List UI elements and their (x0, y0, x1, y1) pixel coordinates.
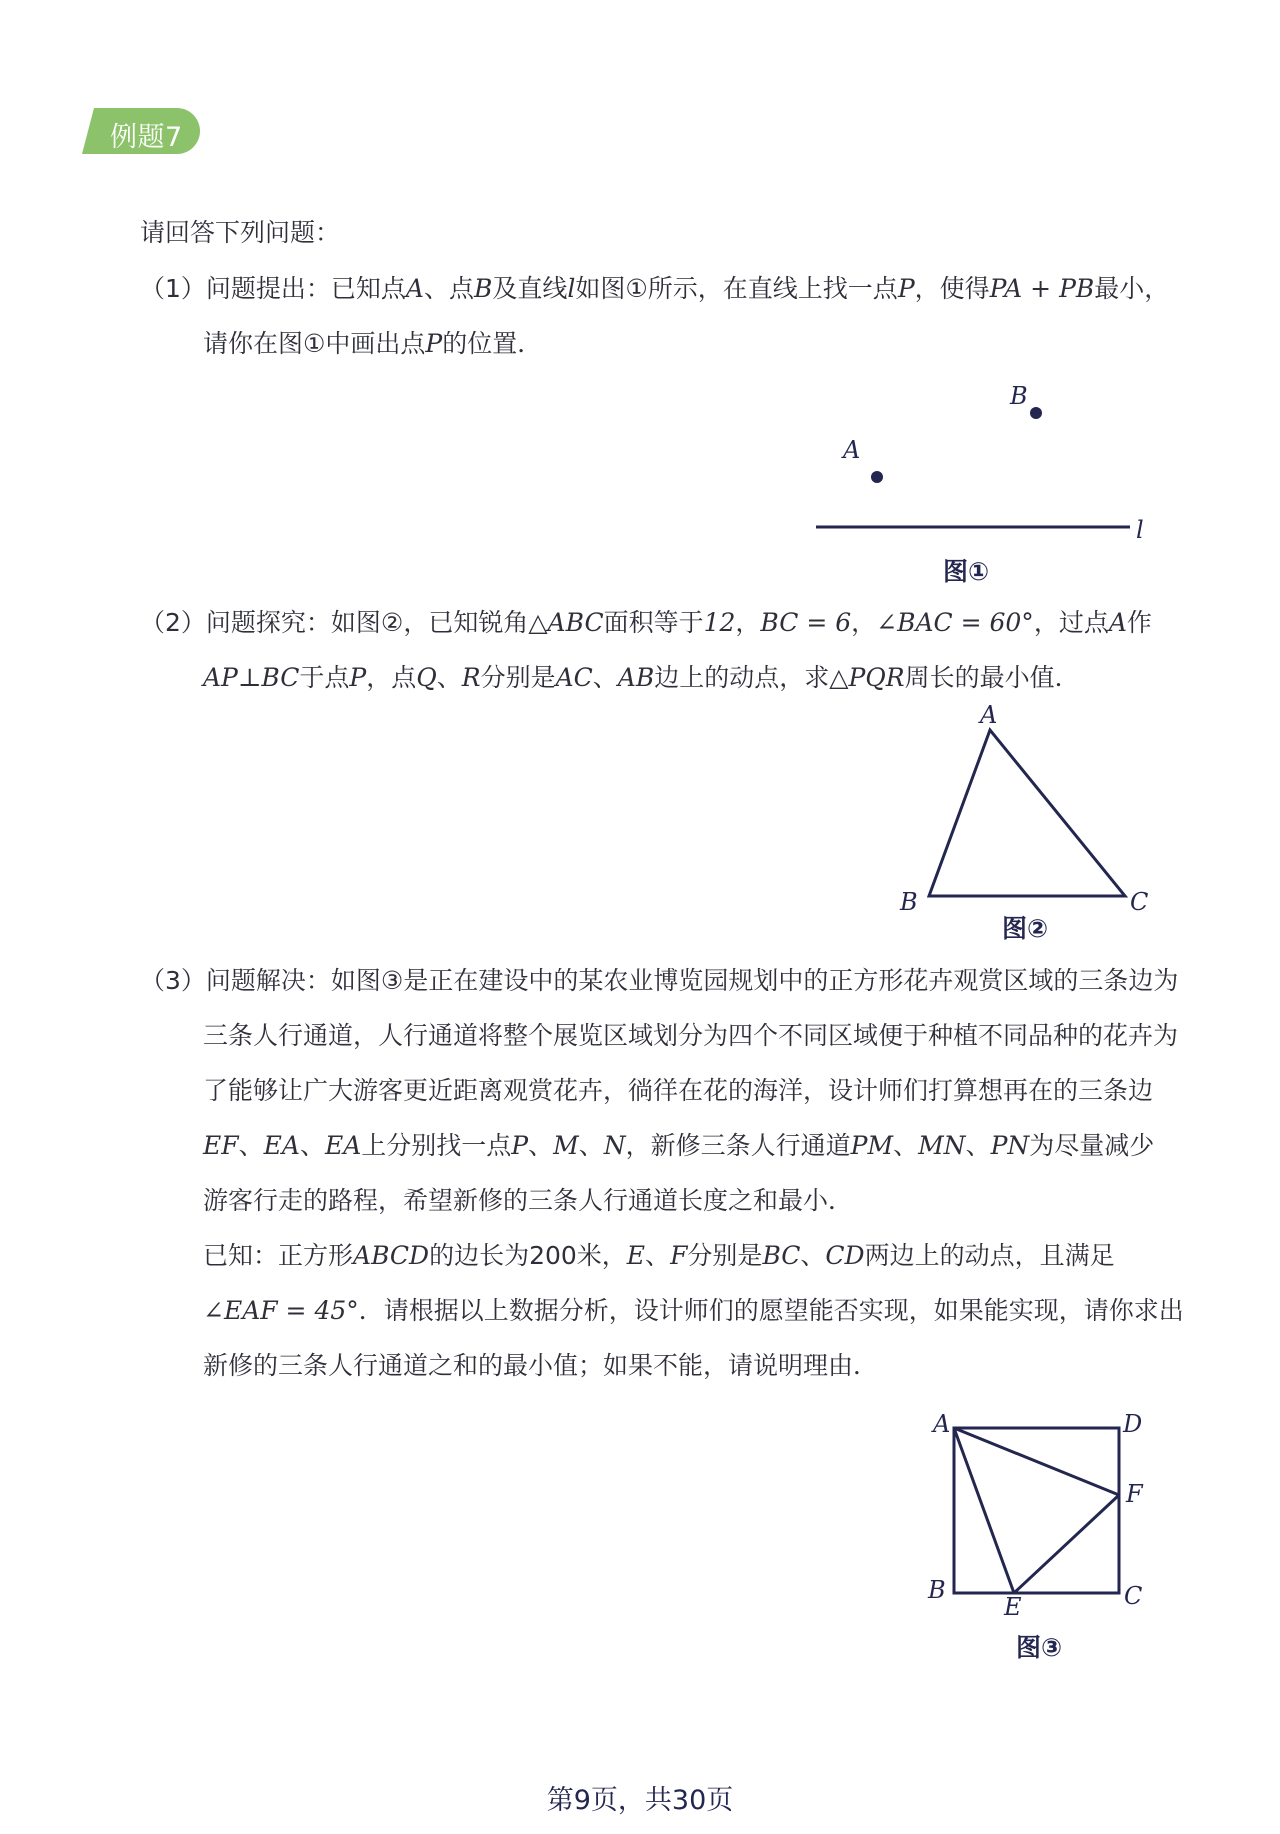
page-number: 第9页，共30页 (546, 1785, 734, 1816)
figure-1-caption: 图① (943, 557, 990, 586)
label-D: D (1123, 1410, 1143, 1438)
segment-af (954, 1428, 1119, 1495)
q3-line4: EF、EA、EA上分别找一点P、M、N，新修三条人行通道PM、MN、PN为尽量减少 (203, 1131, 1155, 1160)
point-B (1030, 407, 1042, 419)
label-A: A (843, 436, 861, 464)
q2-line1: （2）问题探究：如图②，已知锐角△ABC面积等于12，BC = 6，∠BAC = 60°，过点A作 (140, 608, 1152, 637)
label-A: A (933, 1410, 951, 1438)
q2-line2: AP⊥BC于点P，点Q、R分别是AC、AB边上的动点，求△PQR周长的最小值． (203, 663, 1080, 692)
example-badge (82, 108, 200, 154)
figure-2-caption: 图② (1002, 914, 1049, 943)
q3-line8: 新修的三条人行通道之和的最小值；如果不能，请说明理由． (203, 1351, 879, 1380)
label-A: A (980, 701, 998, 729)
q3-line2: 三条人行通道，人行通道将整个展览区域划分为四个不同区域便于种植不同品种的花卉为 (203, 1021, 1179, 1050)
q3-line7: ∠EAF = 45°．请根据以上数据分析，设计师们的愿望能否实现，如果能实现，请你求出 (203, 1296, 1184, 1325)
intro-text: 请回答下列问题： (140, 218, 341, 247)
square-abcd (954, 1428, 1119, 1593)
figure-3-caption: 图③ (1016, 1633, 1063, 1662)
label-B: B (900, 888, 918, 916)
figure-1 (800, 380, 1180, 560)
figure-2 (880, 700, 1160, 930)
q3-line1: （3）问题解决：如图③是正在建设中的某农业博览园规划中的正方形花卉观赏区域的三条边为 (140, 966, 1179, 995)
segment-ef (1014, 1495, 1119, 1593)
point-A (871, 471, 883, 483)
label-B: B (928, 1576, 946, 1604)
triangle-abc (929, 730, 1125, 896)
segment-ae (954, 1428, 1014, 1593)
label-l: l (1136, 516, 1144, 544)
label-F: F (1126, 1480, 1143, 1508)
label-C: C (1124, 1582, 1143, 1610)
q1-line2: 请你在图①中画出点P的位置． (203, 329, 543, 358)
q3-line5: 游客行走的路程，希望新修的三条人行通道长度之和最小． (203, 1186, 854, 1215)
q1-line1: （1）问题提出：已知点A、点B及直线l如图①所示，在直线上找一点P，使得PA + PB最小， (140, 274, 1170, 303)
q3-line6: 已知：正方形ABCD的边长为200米，E、F分别是BC、CD两边上的动点，且满足 (203, 1241, 1115, 1270)
label-E: E (1004, 1593, 1022, 1621)
label-C: C (1130, 888, 1149, 916)
badge-label: 例题7 (110, 122, 183, 153)
q3-line3: 了能够让广大游客更近距离观赏花卉，徜徉在花的海洋，设计师们打算想再在的三条边 (203, 1076, 1154, 1105)
figure-3 (920, 1400, 1160, 1630)
label-B: B (1010, 382, 1028, 410)
